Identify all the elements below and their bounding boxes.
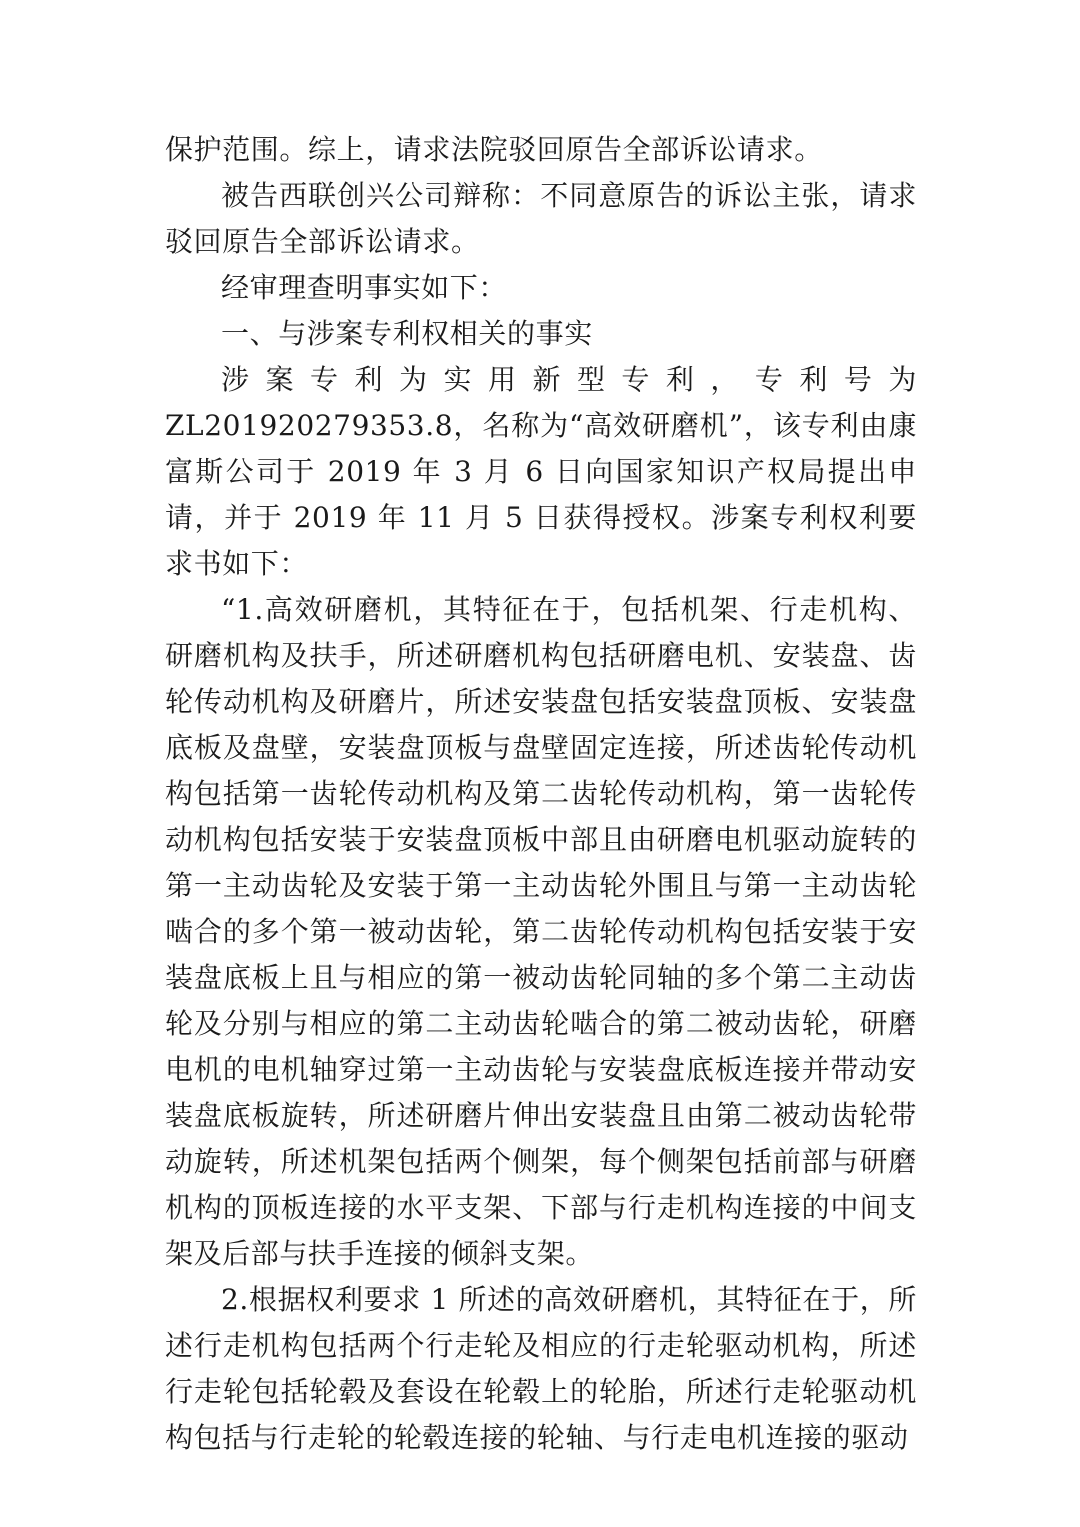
paragraph-defendant-reply: 被告西联创兴公司辩称：不同意原告的诉讼主张，请求驳回原告全部诉讼请求。 [165, 179, 917, 258]
document-body [165, 127, 917, 1461]
paragraph-claim-2: 2.根据权利要求 1 所述的高效研磨机，其特征在于，所述行走机构包括两个行走轮及相应的行走轮驱动机构，所述行走轮包括轮毂及套设在轮毂上的轮胎，所述行走轮驱动机构包括与行走轮的轮毂连接的轮轴、与行走电机连接的驱动 [165, 1283, 917, 1454]
paragraph-patent-info: 涉案专利为实用新型专利，专利号为 ZL201920279353.8，名称为“高效研磨机”，该专利由康富斯公司于 2019 年 3 月 6 日向国家知识产权局提出申请，并于 2019 年 11 月 5 日获得授权。涉案专利权利要求书如下： [165, 363, 917, 580]
paragraph-facts-intro: 经审理查明事实如下： [221, 271, 508, 304]
paragraph-continuation: 保护范围。综上，请求法院驳回原告全部诉讼请求。 [165, 133, 823, 166]
paragraph-claim-1: “1.高效研磨机，其特征在于，包括机架、行走机构、研磨机构及扶手，所述研磨机构包括研磨电机、安装盘、齿轮传动机构及研磨片，所述安装盘包括安装盘顶板、安装盘底板及盘壁，安装盘顶板与盘壁固定连接，所述齿轮传动机构包括第一齿轮传动机构及第二齿轮传动机构，第一齿轮传动机构包括安装于安装盘顶板中部且由研磨电机驱动旋转的第一主动齿轮及安装于第一主动齿轮外围且与第一主动齿轮啮合的多个第一被动齿轮，第二齿轮传动机构包括安装于安装盘底板上且与相应的第一被动齿轮同轴的多个第二主动齿轮及分别与相应的第二主动齿轮啮合的第二被动齿轮，研磨电机的电机轴穿过第一主动齿轮与安装盘底板连接并带动安装盘底板旋转，所述研磨片伸出安装盘且由第二被动齿轮带动旋转，所述机架包括两个侧架，每个侧架包括前部与研磨机构的顶板连接的水平支架、下部与行走机构连接的中间支架及后部与扶手连接的倾斜支架。 [165, 593, 917, 1270]
section-heading-patent-facts: 一、与涉案专利权相关的事实 [221, 317, 593, 350]
